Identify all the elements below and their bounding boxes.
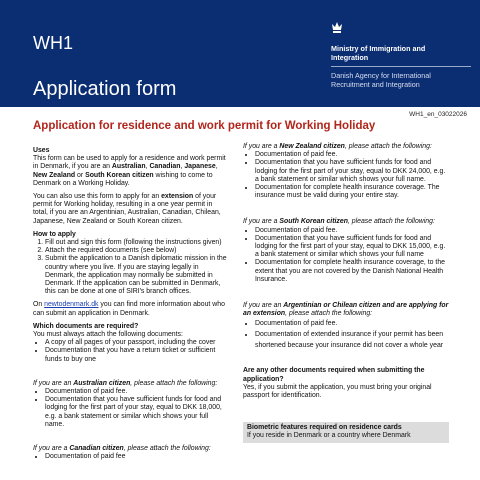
other-documents-heading: Are any other documents required when submitting the application? [243,367,425,383]
ministry-name: Ministry of Immigration and Integration [331,44,426,62]
list-item: • Documentation of paid fee [45,453,229,461]
form-reference: WH1_en_03022026 [409,111,467,118]
south-korean-list [243,227,449,284]
list-item: 2. Attach the required documents (see below) [45,247,229,255]
list-item: • Documentation for complete health insurance coverage. The insurance must be valid during your entire stay. [255,184,449,200]
other-documents-text: Yes, if you submit the application, you must bring your original passport for identification. [243,383,432,400]
canadian-list [33,453,229,461]
header-banner [0,0,480,107]
list-item: • Documentation that you have sufficient funds for food and lodging for the first part of your stay, equal to DKK 18,000, e.g. a bank statement or similar which shows your full name. [45,396,229,429]
right-column [243,143,449,443]
argentinian-chilean-list [243,318,449,351]
list-item: • Documentation that you have sufficient funds for food and lodging for the first part of your stay, equal to DKK 24,000, e.g. a bank statement or similar which shows your full name. [255,159,449,184]
biometric-heading: Biometric features required on residence cards [247,424,402,432]
documents-list [33,339,229,364]
south-korean-intro: If you are a South Korean citizen, please attach the following: [243,218,435,226]
how-to-apply-heading: How to apply [33,230,76,238]
biometric-text: If you reside in Denmark or a country where Denmark [247,432,411,440]
new-zealand-list [243,151,449,200]
newtodenmark-link[interactable]: newtodenmark.dk [44,301,99,309]
list-item: • Documentation of paid fee. [255,151,449,159]
form-code: WH1 [33,33,73,53]
list-item: • A copy of all pages of your passport, including the cover [45,339,229,347]
logo-divider [331,66,471,67]
new-zealand-intro: If you are a New Zealand citizen, please attach the following: [243,143,432,150]
documents-heading: Which documents are required? [33,322,139,330]
australian-intro: If you are an Australian citizen, please attach the following: [33,379,218,387]
list-item: • Documentation for complete health insurance coverage, to the extent that you are not covered by the Danish National Health Insurance. [255,259,449,284]
uses-heading: Uses [33,147,50,154]
steps-list [33,239,229,296]
uses-paragraph-1: This form can be used to apply for a residence and work permit in Denmark, if you are an Australian, Canadian, Japanese, New Zealand or South Korean citizen wishing to come to Denmark on a Working Holiday. [33,155,226,187]
list-item: • Documentation of paid fee. [255,318,449,329]
info-paragraph [33,301,229,317]
list-item: • Documentation of paid fee. [255,227,449,235]
list-item: 3. Submit the application to a Danish diplomatic mission in the country where you live. If you are staying legally in Denmark, the application may normally be submitted in Denmark. If the application can be submitted in Denmark, this can be done at one of SIRI's branch offices. [45,255,229,296]
biometric-box [243,422,449,442]
agency-name: Danish Agency for International Recruitment and Integration [331,71,431,89]
left-column [33,147,229,467]
australian-list [33,388,229,429]
uses-paragraph-2: You can also use this form to apply for an extension of your permit for Working holiday, resulting in a one year permit in total, if you are an Argentinian, Australian, Canadian, Chilean, Japanese, New Zealand or South Korean citizen. [33,193,221,225]
list-item: • Documentation that you have a return ticket or sufficient funds to buy one [45,347,229,363]
list-item: • Documentation that you have sufficient funds for food and lodging for the first part of your stay, equal to DKK 15,000, e.g. a bank statement or similar which shows your full name [255,235,449,260]
crown-crest-icon [331,20,343,36]
list-item: 1. Fill out and sign this form (following the instructions given) [45,239,229,247]
list-item: • Documentation of extended insurance if your permit has been shortened because your insurance did not cover a whole year [255,329,449,351]
documents-intro: You must always attach the following documents: [33,331,183,339]
form-title: Application form [33,78,177,100]
list-item: • Documentation of paid fee. [45,388,229,396]
info-prefix: On [33,301,45,309]
info-rest: you can find more information about who can submit an application in Denmark. [33,301,225,317]
document-heading: Application for residence and work permit for Working Holiday [33,120,376,132]
canadian-intro: If you are a Canadian citizen, please attach the following: [33,445,211,453]
argentinian-chilean-intro: If you are an Argentinian or Chilean citizen and are applying for an extension, please attach the following: [243,302,449,318]
